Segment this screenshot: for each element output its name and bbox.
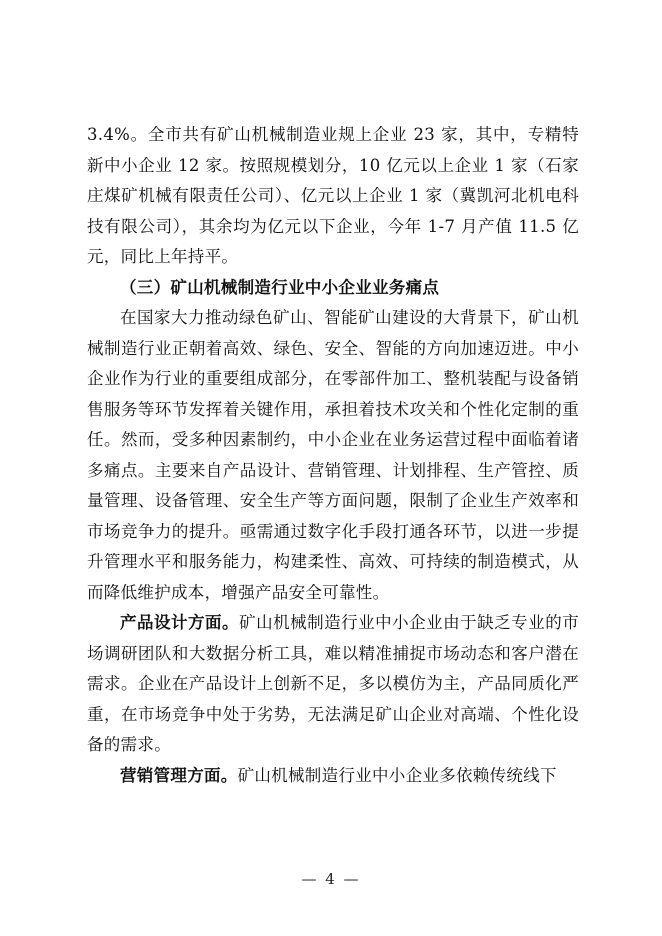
paragraph-intro: 在国家大力推动绿色矿山、智能矿山建设的大背景下，矿山机械制造行业正朝着高效、绿色、安全、智能的方向加速迈进。中小企业作为行业的重要组成部分，在零部件加工、整机装配与设备销售服务等环节发挥着关键作用，承担着技术攻关和个性化定制的重任。然而，受多种因素制约，中小企业在业务运营过程中面临着诸多痛点。主要来自产品设计、营销管理、计划排程、生产管控、质量管理、设备管理、安全生产等方面问题，限制了企业生产效率和市场竞争力的提升。亟需通过数字化手段打通各环节，以进一步提升管理水平和服务能力，构建柔性、高效、可持续的制造模式，从而降低维护成本，增强产品安全可靠性。 [87, 308, 579, 602]
product-design-text: 矿山机械制造行业中小企业由于缺乏专业的市场调研团队和大数据分析工具，难以精准捕捉市场动态和客户潜在需求。企业在产品设计上创新不足，多以模仿为主，产品同质化严重，在市场竞争中处于劣势，无法满足矿山企业对高端、个性化设备的需求。 [87, 613, 580, 754]
marketing-lead: 营销管理方面。 [120, 765, 238, 785]
paragraph-product-design [87, 608, 579, 761]
section-heading: （三）矿山机械制造行业中小企业业务痛点 [120, 277, 440, 297]
paragraph-statistics: 3.4%。全市共有矿山机械制造业规上企业 23 家，其中，专精特新中小企业 12 家。按照规模划分，10 亿元以上企业 1 家（石家庄煤矿机械有限责任公司）、亿元以上企业 1 家（冀凯河北机电科技有限公司），其余均为亿元以下企业，今年 1-7 月产值 11.5 亿元，同比上年持平。 [87, 125, 579, 266]
page-number: — 4 — [301, 870, 361, 888]
document-body [87, 120, 579, 791]
product-design-lead: 产品设计方面。 [120, 613, 240, 632]
marketing-text: 矿山机械制造行业中小企业多依赖传统线下 [237, 765, 557, 785]
paragraph-marketing [87, 761, 579, 792]
